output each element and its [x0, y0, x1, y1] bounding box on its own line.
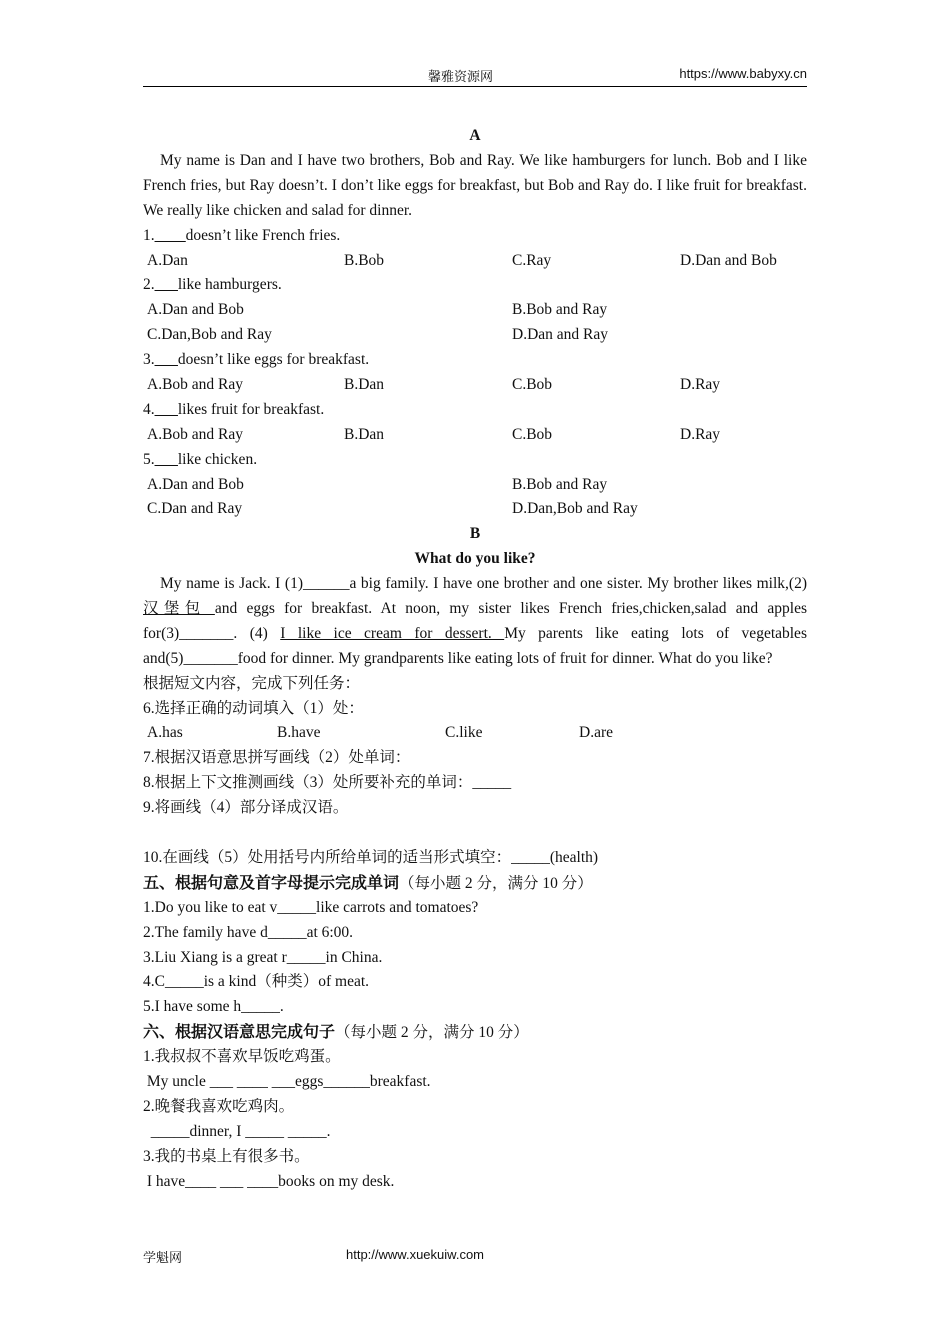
q2-text: like hamburgers.	[177, 276, 282, 294]
section-5-title: 五、根据句意及首字母提示完成单词	[143, 872, 400, 892]
q2-option-d: D.Dan and Ray	[512, 326, 608, 344]
q3-option-a: A.Bob and Ray	[147, 375, 244, 393]
s5-item: 1.Do you like to eat v_____like carrots and tomatoes?	[143, 898, 479, 916]
question-4	[143, 398, 807, 423]
question-6: 6.选择正确的动词填入（1）处：	[143, 699, 364, 717]
answer-space	[143, 821, 807, 846]
q6-options	[143, 721, 807, 746]
question-2	[143, 273, 807, 298]
q1-number: 1.	[143, 226, 155, 244]
q4-blank: ___	[154, 400, 178, 418]
q4-option-d: D.Ray	[680, 425, 721, 443]
q4-option-a: A.Bob and Ray	[147, 425, 244, 443]
q5-option-b: B.Bob and Ray	[512, 475, 608, 493]
q6-option-d: D.are	[579, 724, 613, 742]
question-1	[143, 224, 807, 249]
s6-item: 1.我叔叔不喜欢早饭吃鸡蛋。	[143, 1048, 341, 1066]
q1-blank: ____	[154, 226, 186, 244]
q1-option-c: C.Ray	[512, 251, 552, 269]
part-b-passage	[143, 572, 807, 672]
q2-blank: ___	[154, 276, 178, 294]
s5-item: 2.The family have d_____at 6:00.	[143, 923, 354, 941]
question-5	[143, 448, 807, 473]
q3-option-d: D.Ray	[680, 375, 721, 393]
q5-option-a: A.Dan and Bob	[147, 475, 244, 493]
q5-options-row1	[143, 473, 807, 498]
q4-options	[143, 423, 807, 448]
q4-option-c: C.Bob	[512, 425, 553, 443]
part-b-subtitle: What do you like?	[414, 550, 536, 568]
q2-option-c: C.Dan,Bob and Ray	[147, 326, 272, 344]
header-site-name: 馨雅资源网	[428, 69, 494, 84]
q1-options	[143, 249, 807, 274]
document-body	[143, 124, 807, 1194]
q2-option-b: B.Bob and Ray	[512, 301, 608, 319]
question-8: 8.根据上下文推测画线（3）处所要补充的单词：_____	[143, 774, 512, 792]
part-b-title: B	[469, 525, 481, 543]
question-7: 7.根据汉语意思拼写画线（2）处单词：	[143, 749, 411, 767]
q1-option-b: B.Bob	[344, 251, 385, 269]
q2-options-row1	[143, 298, 807, 323]
s6-item: I have____ ___ ____books on my desk.	[143, 1172, 395, 1190]
q1-option-a: A.Dan	[147, 251, 188, 269]
footer-site-name: 学魁网	[143, 1250, 183, 1265]
section-6-title: 六、根据汉语意思完成句子	[143, 1022, 336, 1042]
q3-option-c: C.Bob	[512, 375, 553, 393]
q6-option-c: C.like	[445, 724, 483, 742]
q6-option-a: A.has	[147, 724, 183, 742]
q4-number: 4.	[143, 400, 155, 418]
q1-text: doesn’t like French fries.	[185, 226, 341, 244]
q5-number: 5.	[143, 450, 155, 468]
question-9: 9.将画线（4）部分译成汉语。	[143, 799, 349, 817]
page-header	[143, 66, 807, 87]
passage-b-part1: My name is Jack. I (1)______a big family. I have one brother and one sister. My brother likes milk,(2)	[160, 575, 807, 593]
section-6-note: （每小题 2 分，满分 10 分）	[335, 1024, 529, 1042]
s5-item: 3.Liu Xiang is a great r_____in China.	[143, 948, 383, 966]
q1-option-d: D.Dan and Bob	[680, 251, 777, 269]
section-5-note: （每小题 2 分，满分 10 分）	[399, 874, 593, 892]
q5-text: like chicken.	[177, 450, 258, 468]
question-3	[143, 348, 807, 373]
s6-item: My uncle ___ ____ ___eggs______breakfast.	[143, 1072, 431, 1090]
question-10: 10.在画线（5）处用括号内所给单词的适当形式填空：_____(health)	[143, 848, 599, 866]
passage-b-part5: My parents like eating lots of vegetables and(5)_______food for dinner. My grandparents like eating lots of fruit for dinner. What do you like?	[143, 624, 807, 667]
q5-blank: ___	[154, 450, 178, 468]
passage-b-part3: and eggs for breakfast. At noon, my sister likes French fries,chicken,salad and apples for(3)_______. (4)	[143, 599, 807, 642]
passage-b-underline-4: I like ice cream for dessert.	[280, 624, 505, 642]
q3-option-b: B.Dan	[344, 375, 385, 393]
q2-option-a: A.Dan and Bob	[147, 301, 244, 319]
s6-item: _____dinner, I _____ _____.	[143, 1122, 331, 1140]
q3-options	[143, 373, 807, 398]
q4-option-b: B.Dan	[344, 425, 385, 443]
q3-text: doesn’t like eggs for breakfast.	[177, 351, 370, 369]
section-6-heading	[143, 1020, 807, 1045]
s5-item: 4.C_____is a kind（种类）of meat.	[143, 973, 370, 991]
s6-item: 2.晚餐我喜欢吃鸡肉。	[143, 1097, 295, 1115]
q3-blank: ___	[154, 351, 178, 369]
q3-number: 3.	[143, 351, 155, 369]
q5-option-d: D.Dan,Bob and Ray	[512, 500, 638, 518]
q4-text: likes fruit for breakfast.	[177, 400, 325, 418]
part-a-title: A	[469, 127, 481, 144]
header-url: https://www.babyxy.cn	[679, 66, 807, 81]
q2-options-row2	[143, 323, 807, 348]
part-b-instruction: 根据短文内容，完成下列任务：	[143, 674, 361, 692]
passage-b-underline-2: 汉堡包	[143, 599, 215, 617]
part-a-passage: My name is Dan and I have two brothers, Bob and Ray. We like hamburgers for lunch. Bob and I like French fries, but Ray doesn’t. I don’t like eggs for breakfast, but Bob and Ray do. I like fruit for breakfast. We really like chicken and salad for dinner.	[143, 151, 807, 219]
s5-item: 5.I have some h_____.	[143, 998, 284, 1016]
q5-options-row2	[143, 497, 807, 522]
section-5-heading	[143, 871, 807, 896]
s6-item: 3.我的书桌上有很多书。	[143, 1147, 310, 1165]
q2-number: 2.	[143, 276, 155, 294]
q5-option-c: C.Dan and Ray	[147, 500, 243, 518]
footer-url: http://www.xuekuiw.com	[346, 1247, 484, 1262]
q6-option-b: B.have	[277, 724, 321, 742]
